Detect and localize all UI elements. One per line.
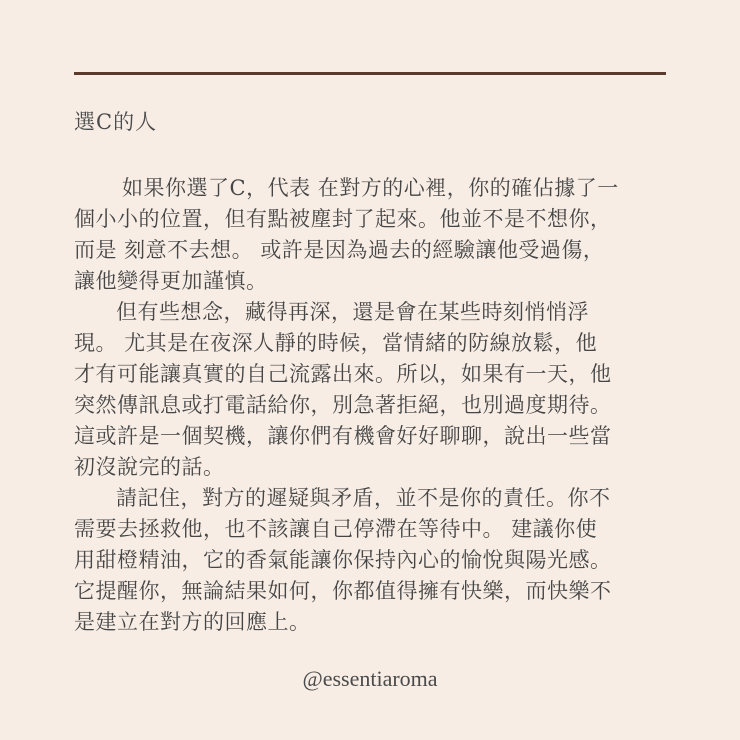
p3-line-4: 它提醒你，無論結果如何，你都值得擁有快樂，而快樂不: [74, 579, 612, 603]
heading: 選C的人: [74, 110, 158, 134]
p3-line-5: 是建立在對方的回應上。: [74, 610, 311, 634]
p2-line-3: 才有可能讓真實的自己流露出來。所以，如果有一天，他: [74, 362, 612, 386]
body-text: [74, 173, 674, 638]
p1-line-1: 如果你選了C，代表 在對方的心裡，你的確佔據了一: [122, 176, 619, 200]
account-handle: @essentiaroma: [302, 666, 438, 691]
p3-line-2: 需要去拯救他，也不該讓自己停滯在等待中。 建議你使: [74, 517, 598, 541]
p2-line-4: 突然傳訊息或打電話給你，別急著拒絕，也別過度期待。: [74, 393, 612, 417]
p2-line-5: 這或許是一個契機，讓你們有機會好好聊聊，說出一些當: [74, 424, 612, 448]
p3-line-1: 請記住，對方的遲疑與矛盾，並不是你的責任。你不: [116, 486, 611, 510]
top-divider: [74, 72, 666, 75]
p3-line-3: 用甜橙精油，它的香氣能讓你保持內心的愉悅與陽光感。: [74, 548, 612, 572]
p2-line-2: 現。 尤其是在夜深人靜的時候，當情緒的防線放鬆，他: [74, 331, 598, 355]
p2-line-6: 初沒說完的話。: [74, 455, 225, 479]
p1-line-3: 而是 刻意不去想。 或許是因為過去的經驗讓他受過傷，: [74, 238, 605, 262]
p1-line-4: 讓他變得更加謹慎。: [74, 269, 268, 293]
p2-line-1: 但有些想念，藏得再深，還是會在某些時刻悄悄浮: [116, 300, 589, 324]
p1-line-2: 個小小的位置，但有點被塵封了起來。他並不是不想你，: [74, 207, 612, 231]
